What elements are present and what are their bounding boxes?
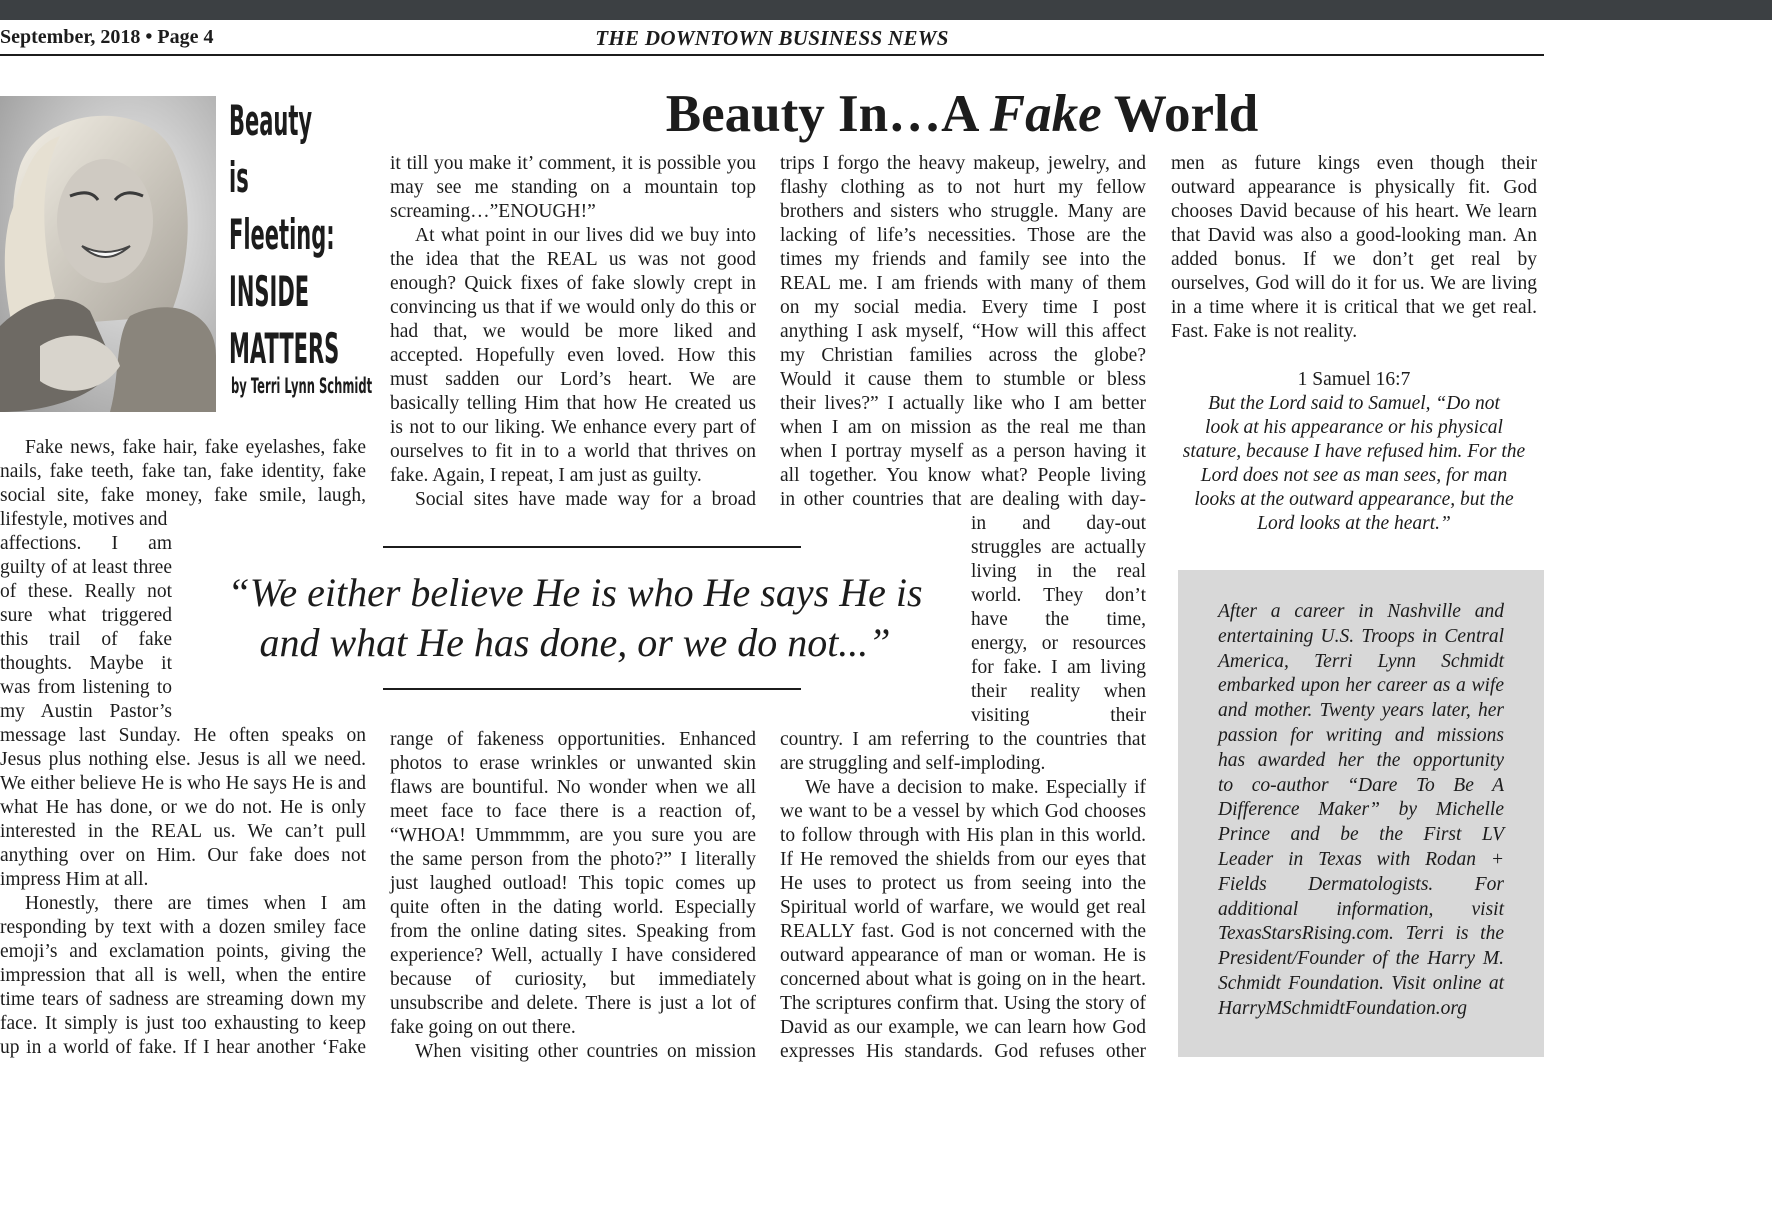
headline-part: Beauty In…A — [665, 85, 990, 143]
headline-part: World — [1101, 85, 1259, 143]
text-line: men as future kings even though their — [1171, 153, 1537, 174]
text-line: may see me standing on a mountain top — [390, 177, 756, 198]
text-line: At what point in our lives did we buy into — [415, 225, 756, 246]
bio-line: Difference Maker” by Michelle — [1218, 799, 1504, 821]
text-line: are struggling and self-imploding. — [780, 753, 1046, 774]
text-line: face. It simply is just too exhausting to keep — [0, 1013, 366, 1034]
text-line: have the time, — [971, 609, 1146, 630]
text-line: When visiting other countries on mission — [415, 1041, 756, 1062]
text-line: The scriptures confirm that. Using the story of — [780, 993, 1146, 1014]
text-line: REALLY fast. God is not concerned with the — [780, 921, 1146, 942]
text-line: fake. Again, I repeat, I am just as guilty. — [390, 465, 702, 486]
text-line: that David was also a good-looking man. An — [1171, 225, 1537, 246]
text-line: is not to our liking. We enhance every part of — [390, 417, 756, 438]
bio-line: Leader in Texas with Rodan + — [1218, 848, 1504, 870]
article-headline — [380, 84, 1544, 144]
bio-line: President/Founder of the Harry M. — [1218, 948, 1504, 970]
text-line: guilty of at least three — [0, 557, 172, 578]
kicker-line: INSIDE — [229, 267, 310, 316]
text-line: lacking of life’s necessities. Those are the — [780, 225, 1146, 246]
text-line: message last Sunday. He often speaks on — [0, 725, 366, 746]
text-line: We either believe He is who He says He is and — [0, 773, 366, 794]
bio-line: has awarded her the opportunity — [1218, 749, 1504, 771]
text-line: anything I ask myself, “How will this affect — [780, 321, 1146, 342]
text-line: time tears of sadness are streaming down my — [0, 989, 366, 1010]
text-line: was from listening to — [0, 677, 172, 698]
text-line: trips I forgo the heavy makeup, jewelry, and — [780, 153, 1146, 174]
text-line: Spiritual world of warfare, we would get real — [780, 897, 1146, 918]
bio-line: additional information, visit — [1218, 898, 1504, 920]
bio-line: passion for writing and missions — [1218, 724, 1504, 746]
text-line: Honestly, there are times when I am — [25, 893, 366, 914]
text-line: nails, fake teeth, fake tan, fake identity, fake — [0, 461, 366, 482]
pull-quote-rule-top — [383, 546, 801, 548]
text-line: quite often in the dating world. Especially — [390, 897, 756, 918]
text-line: flaws are bountiful. No wonder when we all — [390, 777, 756, 798]
text-line: impression that all is well, when the entire — [0, 965, 366, 986]
pull-quote-rule-bottom — [383, 688, 801, 690]
kicker-headline — [229, 92, 339, 377]
headline-emphasis: Fake — [989, 85, 1102, 143]
article-column-1-lower — [0, 724, 366, 1060]
text-line: in and day-out — [971, 513, 1146, 534]
bio-line: After a career in Nashville and — [1218, 601, 1504, 622]
text-line: Fake news, fake hair, fake eyelashes, fake — [25, 437, 366, 458]
text-line: must sadden our Lord’s heart. We are — [390, 369, 756, 390]
scripture-line: But the Lord said to Samuel, “Do not — [1208, 393, 1500, 414]
text-line: up in a world of fake. If I hear another ‘Fake — [0, 1037, 366, 1058]
text-line: We have a decision to make. Especially if — [805, 777, 1146, 798]
article-column-3-bottom — [780, 728, 1146, 1064]
bio-line: embarked upon her career as a wife — [1218, 675, 1504, 697]
article-column-3-narrow — [971, 512, 1146, 728]
text-line: meet face to face there is a reaction of, — [390, 801, 756, 822]
text-line: when I portray myself as a person having it — [780, 441, 1146, 462]
text-line: unsubscribe and delete. There is just a lot of — [390, 993, 756, 1014]
text-line: brothers and sisters who struggle. Many are — [780, 201, 1146, 222]
text-line: this trail of fake — [0, 629, 172, 650]
text-line: accepted. Hopefully even loved. How this — [390, 345, 756, 366]
kicker-line: Fleeting: — [229, 210, 335, 259]
text-line: flashy clothing as to not hurt my fellow — [780, 177, 1146, 198]
text-line: thoughts. Maybe it — [0, 653, 172, 674]
bio-line: Prince and be the First LV — [1218, 824, 1504, 846]
text-line: because of curiosity, but immediately — [390, 969, 756, 990]
text-line: added bonus. If we don’t get real by — [1171, 249, 1537, 270]
text-line: Would it cause them to stumble or bless — [780, 369, 1146, 390]
text-line: experience? Well, actually I have considered — [390, 945, 756, 966]
text-line: for fake. I am living — [971, 657, 1146, 678]
bio-line: entertaining U.S. Troops in Central — [1218, 625, 1504, 647]
kicker-line: Beauty — [229, 96, 313, 145]
scripture-line: look at his appearance or his physical — [1205, 417, 1503, 438]
text-line: basically telling Him that how He created us — [390, 393, 756, 414]
text-line: on my social media. Every time I post — [780, 297, 1146, 318]
window-top-bar — [0, 0, 1772, 20]
text-line: we want to be a vessel by which God chooses — [780, 801, 1146, 822]
text-line: emoji’s and exclamation points, giving the — [0, 941, 366, 962]
scripture-quote — [1171, 392, 1537, 536]
text-line: responding by text with a dozen smiley face — [0, 917, 366, 938]
author-byline: by Terri Lynn Schmidt — [231, 374, 373, 398]
kicker-line: MATTERS — [229, 324, 340, 373]
text-line: expresses His standards. God refuses other — [780, 1041, 1146, 1062]
text-line: it till you make it’ comment, it is possible you — [390, 153, 756, 174]
article-column-1 — [0, 436, 366, 508]
scripture-reference — [1171, 368, 1537, 392]
text-line: of these. Really not — [0, 581, 172, 602]
text-line: the idea that the REAL us was not good — [390, 249, 756, 270]
text-line: affections. I am — [0, 533, 172, 554]
text-line: struggles are actually — [971, 537, 1146, 558]
bio-line: to co-author “Dare To Be A — [1218, 774, 1504, 796]
article-column-4 — [1171, 152, 1537, 344]
text-line: social site, fake money, fake smile, laugh, — [0, 485, 366, 506]
header-rule — [0, 54, 1544, 56]
text-line: country. I am referring to the countries that — [780, 729, 1146, 750]
text-line: “WHOA! Ummmmm, are you sure you are — [390, 825, 756, 846]
pull-quote — [200, 568, 950, 668]
text-line: lifestyle, motives and — [0, 509, 168, 530]
bio-line: America, Terri Lynn Schmidt — [1218, 650, 1504, 672]
bio-line: TexasStarsRising.com. Terri is the — [1218, 923, 1504, 945]
text-line: just laughed outload! This topic comes up — [390, 873, 756, 894]
author-photo — [0, 96, 216, 412]
pull-quote-line: “We either believe He is who He says He is — [227, 570, 923, 615]
text-line: chooses David because of his heart. We learn — [1171, 201, 1537, 222]
text-line: concerned about what is going on in the heart. — [780, 969, 1146, 990]
text-line: David as our example, we can learn how God — [780, 1017, 1146, 1038]
bio-line: Schmidt Foundation. Visit online at — [1218, 972, 1504, 994]
text-line: the same person from the photo?” I literally — [390, 849, 756, 870]
text-line: ourselves to fit in to a world that thrives on — [390, 441, 756, 462]
text-line: my Christian families across the globe? — [780, 345, 1146, 366]
text-line: range of fakeness opportunities. Enhanced — [390, 729, 756, 750]
scripture-line: looks at the outward appearance, but the — [1194, 489, 1514, 510]
text-line: He uses to protect us from seeing into the — [780, 873, 1146, 894]
date-page-label: September, 2018 • Page 4 — [0, 26, 214, 48]
text-line: when I am on mission as the real me than — [780, 417, 1146, 438]
bio-line: Fields Dermatologists. For — [1218, 873, 1504, 895]
scripture-line: stature, because I have refused him. For the — [1182, 441, 1526, 462]
scripture-line: Lord does not see as man sees, for man — [1200, 465, 1508, 486]
kicker-line: is — [229, 153, 249, 202]
text-line: sure what triggered — [0, 605, 172, 626]
text-line: enough? Quick fixes of fake slowly crept in — [390, 273, 756, 294]
text-line: to follow through with His plan in this world. — [780, 825, 1146, 846]
text-line: If He removed the shields from our eyes that — [780, 849, 1146, 870]
text-line: outward appearance of man or woman. He is — [780, 945, 1146, 966]
bio-line: HarryMSchmidtFoundation.org — [1218, 997, 1467, 1019]
text-line: outward appearance is physically fit. God — [1171, 177, 1537, 198]
author-portrait-image — [0, 96, 216, 412]
text-line: Fast. Fake is not reality. — [1171, 321, 1358, 342]
text-line: living in the real — [971, 561, 1146, 582]
article-column-2-top — [390, 152, 756, 512]
text-line: interested in the REAL us. We can’t pull — [0, 821, 366, 842]
text-line: Social sites have made way for a broad — [415, 489, 756, 510]
text-line: times my friends and family see into the — [780, 249, 1146, 270]
text-line: my Austin Pastor’s — [0, 701, 172, 722]
text-line: Jesus plus nothing else. Jesus is all we need. — [0, 749, 366, 770]
text-line: impress Him at all. — [0, 869, 149, 890]
article-column-2-bottom — [390, 728, 756, 1064]
text-line: from the online dating sites. Speaking from — [390, 921, 756, 942]
article-column-3-top — [780, 152, 1146, 512]
author-bio — [1218, 600, 1504, 1022]
text-line: all together. You know what? People living — [780, 465, 1146, 486]
text-line: in a time where it is critical that we get real. — [1171, 297, 1537, 318]
bio-line: and mother. Twenty years later, her — [1218, 700, 1504, 722]
text-line: convincing us that if we would only do this or — [390, 297, 756, 318]
scripture-line: Lord looks at the heart.” — [1257, 513, 1451, 534]
text-line: REAL me. I am friends with many of them — [780, 273, 1146, 294]
text-line: in other countries that are dealing with day- — [780, 489, 1146, 510]
text-line: fake going on out there. — [390, 1017, 576, 1038]
text-line: had that, we would be more liked and — [390, 321, 756, 342]
text-line: what He has done, or we do not. He is only — [0, 797, 366, 818]
scripture-ref-text: 1 Samuel 16:7 — [1297, 369, 1411, 390]
text-line: ourselves, God will do it for us. We are living — [1171, 273, 1537, 294]
pull-quote-line: and what He has done, or we do not...” — [259, 620, 891, 665]
text-line: photos to erase wrinkles or unwanted skin — [390, 753, 756, 774]
article-column-1-wrap — [0, 508, 172, 724]
text-line: their reality when — [971, 681, 1146, 702]
text-line: energy, or resources — [971, 633, 1146, 654]
text-line: world. They don’t — [971, 585, 1146, 606]
text-line: their lives?” I actually like who I am better — [780, 393, 1146, 414]
newspaper-title: THE DOWNTOWN BUSINESS NEWS — [595, 26, 949, 50]
text-line: visiting their — [971, 705, 1146, 726]
text-line: screaming…”ENOUGH!” — [390, 201, 596, 222]
text-line: anything over on Him. Our fake does not — [0, 845, 366, 866]
